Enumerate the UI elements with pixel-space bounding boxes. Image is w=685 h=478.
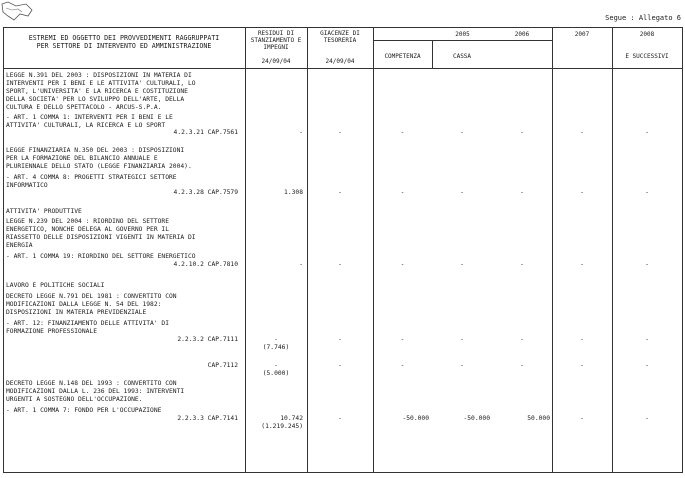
value-cassa: - (460, 362, 464, 369)
value-giacenze: - (338, 362, 342, 369)
article-line: - ART. 4 COMMA 8: PROGETTI STRATEGICI SETTORE (6, 174, 177, 181)
provision-text: PLURIENNALE DELLO STATO (LEGGE FINANZIARIA 2004). (6, 163, 192, 170)
header-giacenze-date: 24/09/04 (325, 58, 355, 65)
col-divider (3, 27, 4, 473)
value-giacenze: - (338, 189, 342, 196)
value-residui-impegni: (1.219.245) (261, 423, 303, 430)
col-divider (682, 27, 683, 473)
col-divider (612, 27, 613, 473)
value-2008: - (645, 129, 649, 136)
provision-text: CULTURA E DELLO SPETTACOLO - ARCUS-S.P.A. (6, 104, 162, 111)
provision-text: INTERVENTI PER I BENI E LE ATTIVITA' CULTURALI, LO (6, 80, 196, 87)
page-reference: Segue : Allegato 6 (605, 14, 681, 22)
value-2008: - (645, 362, 649, 369)
provision-text: SPORT, L'UNIVERSITA' E LA RICERCA E COSTITUZIONE (6, 88, 188, 95)
value-competenza: -50.000 (402, 415, 429, 422)
col-divider (245, 27, 246, 473)
value-residui: - (299, 129, 303, 136)
article-line: - ART. 12: FINANZIAMENTO DELLE ATTIVITA' DI (6, 320, 170, 327)
value-2008: - (645, 336, 649, 343)
value-2007: - (580, 129, 584, 136)
table-top-border (3, 27, 682, 28)
value-2006: - (520, 362, 524, 369)
chapter-ref: CAP.7112 (207, 362, 238, 369)
value-giacenze: - (338, 336, 342, 343)
provision-text: DISPOSIZIONI IN MATERIA PREVIDENZIALE (6, 309, 147, 316)
value-residui-impegni: (5.000) (262, 370, 290, 377)
value-2007: - (580, 362, 584, 369)
header-successivi: E SUCCESSIVI (625, 53, 669, 60)
value-competenza: - (400, 189, 405, 196)
provision-title: DECRETO LEGGE N.148 DEL 1993 : CONVERTITO CON (6, 380, 177, 387)
subheader-line-2005 (373, 40, 552, 41)
provision-text: MODIFICAZIONI DALLA L. 236 DEL 1993: INTERVENTI (6, 388, 185, 395)
value-giacenze: - (338, 129, 342, 136)
header-residui: RESIDUI DI STANZIAMENTO E IMPEGNI (250, 30, 302, 51)
value-2007: - (580, 336, 584, 343)
value-2006: - (520, 189, 524, 196)
provision-title: LEGGE FINANZIARIA N.350 DEL 2003 : DISPOSIZIONI (6, 147, 185, 154)
chapter-ref: 4.2.10.2 CAP.7810 (173, 261, 238, 268)
article-line: - ART. 1 COMMA 7: FONDO PER L'OCCUPAZIONE (6, 407, 162, 414)
value-residui: - (299, 261, 303, 268)
chapter-ref: 4.2.3.21 CAP.7561 (173, 129, 238, 136)
header-year-2005: 2005 (455, 31, 470, 38)
header-year-2006: 2006 (514, 31, 530, 38)
article-line: ATTIVITA' CULTURALI, LA RICERCA E LO SPORT (6, 122, 166, 129)
sector-heading: LAVORO E POLITICHE SOCIALI (6, 282, 105, 289)
value-2007: - (580, 189, 584, 196)
provision-text: RIASSETTO DELLE DISPOSIZIONI VIGENTI IN MATERIA DI (6, 234, 196, 241)
value-competenza: - (400, 362, 405, 369)
sector-heading: ATTIVITA' PRODUTTIVE (6, 208, 82, 215)
value-giacenze: - (338, 261, 342, 268)
value-2007: - (580, 261, 584, 268)
header-year-2008: 2008 (639, 31, 655, 38)
value-competenza: - (400, 129, 405, 136)
value-2006: - (520, 336, 524, 343)
value-residui-impegni: (7.746) (262, 344, 290, 351)
provision-title: LEGGE N.391 DEL 2003 : DISPOSIZIONI IN MATERIA DI (6, 72, 192, 79)
value-cassa: - (460, 189, 464, 196)
header-cassa: CASSA (452, 53, 472, 60)
header-residui-date: 24/09/04 (261, 58, 291, 65)
scan-blotch (0, 0, 40, 30)
value-residui: - (274, 362, 278, 369)
header-giacenze: GIACENZE DI TESORERIA (320, 30, 360, 44)
provision-text: ENERGETICO, NONCHE DELEGA AL GOVERNO PER IL (6, 226, 170, 233)
value-2006: 50.000 (527, 415, 550, 422)
provision-text: ENERGIA (6, 242, 33, 249)
value-competenza: - (400, 261, 405, 268)
value-cassa: - (460, 336, 464, 343)
col-divider (307, 27, 308, 473)
header-bottom-border (3, 68, 682, 69)
chapter-ref: 2.2.3.2 CAP.7111 (177, 336, 238, 343)
article-line: - ART. 1 COMMA 19: RIORDINO DEL SETTORE ENERGETICO (6, 253, 196, 260)
provision-title: LEGGE N.239 DEL 2004 : RIORDINO DEL SETTORE (6, 218, 170, 225)
value-residui: - (274, 336, 278, 343)
provision-text: DELLA SOCIETA' PER LO SVILUPPO DELL'ARTE, DELLA (6, 96, 185, 103)
header-estremi: ESTREMI ED OGGETTO DEI PROVVEDIMENTI RAGGRUPPATI PER SETTORE DI INTERVENTO ED AMMINISTRAZIONE (28, 34, 220, 50)
value-2008: - (645, 415, 649, 422)
header-competenza: COMPETENZA (384, 53, 421, 60)
provision-title: DECRETO LEGGE N.791 DEL 1981 : CONVERTITO CON (6, 293, 177, 300)
value-competenza: - (400, 336, 405, 343)
col-divider (373, 27, 374, 473)
article-line: FORMAZIONE PROFESSIONALE (6, 328, 97, 335)
value-cassa: - (460, 261, 464, 268)
value-cassa: -50.000 (463, 415, 490, 422)
col-divider (552, 27, 553, 473)
chapter-ref: 4.2.3.28 CAP.7579 (173, 189, 238, 196)
value-residui: 1.308 (284, 189, 303, 196)
header-year-2007: 2007 (574, 31, 590, 38)
value-residui: 10.742 (280, 415, 303, 422)
value-2006: - (520, 129, 524, 136)
provision-text: PER LA FORMAZIONE DEL BILANCIO ANNUALE E (6, 155, 158, 162)
value-2006: - (520, 261, 524, 268)
article-line: - ART. 1 COMMA 1: INTERVENTI PER I BENI E LE (6, 114, 173, 121)
value-2008: - (645, 189, 649, 196)
table-bottom-border (3, 472, 682, 473)
value-cassa: - (460, 129, 464, 136)
value-2007: - (580, 415, 584, 422)
provision-text: URGENTI A SOSTEGNO DELL'OCCUPAZIONE. (6, 396, 143, 403)
article-line: INFORMATICO (6, 182, 48, 189)
value-2008: - (645, 261, 649, 268)
chapter-ref: 2.2.3.3 CAP.7141 (177, 415, 238, 422)
provision-text: MODIFICAZIONI DALLA LEGGE N. 54 DEL 1982: (6, 301, 162, 308)
value-giacenze: - (338, 415, 342, 422)
